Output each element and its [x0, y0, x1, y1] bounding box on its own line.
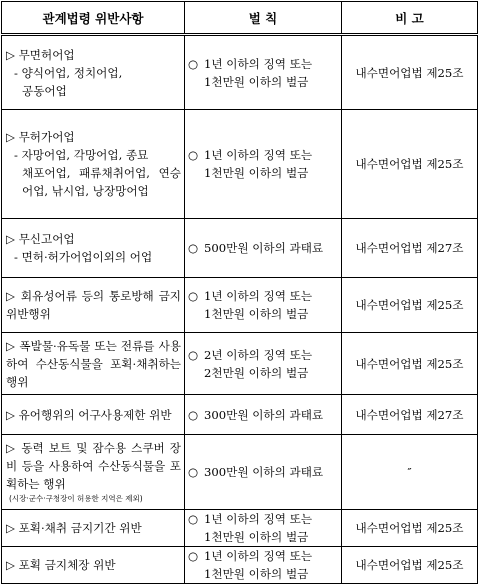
circle-icon: ○ — [188, 512, 199, 526]
violation-cell — [2, 510, 185, 547]
violation-title: ▷ 무허가어업 — [6, 130, 75, 144]
remark-cell: 내수면어업법 제25조 — [342, 333, 478, 395]
circle-icon: ○ — [188, 407, 199, 422]
circle-icon: ○ — [188, 148, 199, 162]
penalty-table — [1, 1, 478, 584]
penalty-cell — [185, 333, 342, 395]
violation-cell — [2, 333, 185, 395]
penalty-cell — [185, 435, 342, 510]
violation-cell — [2, 110, 185, 219]
penalty-cell — [185, 510, 342, 547]
violation-note: (시장·군수·구청장이 허용한 지역은 제외) — [9, 494, 143, 503]
header-penalty: 벌 칙 — [185, 2, 342, 35]
penalty-line2: 1천만원 이하의 벌금 — [204, 530, 309, 544]
penalty-cell — [185, 110, 342, 219]
remark-cell: 내수면어업법 제27조 — [342, 219, 478, 278]
remark-cell: 내수면어업법 제27조 — [342, 395, 478, 435]
penalty-line1: 500만원 이하의 과태료 — [204, 241, 324, 255]
header-violation: 관계법령 위반사항 — [2, 2, 185, 35]
header-row — [2, 2, 478, 35]
circle-icon: ○ — [188, 549, 199, 563]
violation-title: ▷ 회유성어류 등의 통로방해 금지 위반행위 — [6, 289, 181, 321]
penalty-line1: 1년 이하의 징역 또는 — [204, 56, 313, 71]
penalty-line2: 1천만원 이하의 벌금 — [204, 567, 309, 581]
remark-cell: 내수면어업법 제25조 — [342, 278, 478, 333]
table-row — [2, 110, 478, 219]
penalty-line2: 1천만원 이하의 벌금 — [204, 307, 309, 321]
circle-icon: ○ — [188, 241, 199, 255]
penalty-line2: 2천만원 이하의 벌금 — [204, 365, 309, 380]
penalty-line2: 1천만원 이하의 벌금 — [204, 166, 309, 180]
violation-title: ▷ 무면허어업 — [6, 47, 75, 62]
penalty-line1: 1년 이하의 징역 또는 — [204, 148, 313, 162]
violation-title: ▷ 폭발물·유독물 또는 전류를 사용하여 수산동식물을 포획·채취하는 행위 — [6, 338, 181, 389]
penalty-cell — [185, 35, 342, 110]
remark-cell: ″ — [342, 435, 478, 510]
penalty-line1: 1년 이하의 징역 또는 — [204, 549, 313, 563]
violation-cell — [2, 395, 185, 435]
penalty-cell — [185, 547, 342, 584]
violation-sub: - 양식어업, 정치어업, — [14, 65, 123, 80]
table-row — [2, 510, 478, 547]
penalty-cell — [185, 395, 342, 435]
circle-icon: ○ — [188, 56, 199, 71]
table-row — [2, 395, 478, 435]
circle-icon: ○ — [188, 347, 199, 362]
violation-sub: - 면허·허가어업이외의 어업 — [14, 250, 153, 264]
violation-title: ▷ 무신고어업 — [6, 232, 75, 246]
circle-icon: ○ — [188, 289, 199, 303]
penalty-cell — [185, 278, 342, 333]
violation-title: ▷ 포획 금지체장 위반 — [6, 558, 116, 572]
table-row — [2, 35, 478, 110]
penalty-line2: 1천만원 이하의 벌금 — [204, 74, 309, 89]
circle-icon: ○ — [188, 465, 199, 479]
penalty-line1: 1년 이하의 징역 또는 — [204, 512, 313, 526]
remark-cell: 내수면어업법 제25조 — [342, 35, 478, 110]
violation-cell — [2, 435, 185, 510]
header-remark: 비 고 — [342, 2, 478, 35]
penalty-line1: 1년 이하의 징역 또는 — [204, 289, 313, 303]
violation-cell — [2, 35, 185, 110]
remark-cell: 내수면어업법 제25조 — [342, 510, 478, 547]
violation-sub-cont: 채포어업, 패류채취어업, 연승어업, 낚시업, 낭장망어업 — [22, 166, 181, 198]
violation-cell — [2, 278, 185, 333]
penalty-cell — [185, 219, 342, 278]
table-row — [2, 278, 478, 333]
table-row — [2, 333, 478, 395]
penalty-line1: 300만원 이하의 과태료 — [204, 465, 324, 479]
remark-cell: 내수면어업법 제25조 — [342, 547, 478, 584]
penalty-line1: 300만원 이하의 과태료 — [204, 407, 324, 422]
violation-title: ▷ 유어행위의 어구사용제한 위반 — [6, 407, 172, 422]
violation-cell — [2, 219, 185, 278]
violation-title: ▷ 포획·채취 금지기간 위반 — [6, 521, 142, 535]
penalty-line1: 2년 이하의 징역 또는 — [204, 347, 313, 362]
violation-sub-cont: 공동어업 — [22, 83, 67, 98]
table-row — [2, 219, 478, 278]
violation-cell — [2, 547, 185, 584]
violation-sub: - 자망어업, 각망어업, 종묘 — [14, 148, 149, 162]
table-row — [2, 435, 478, 510]
table-row — [2, 547, 478, 584]
violation-title: ▷ 동력 보트 및 잠수용 스쿠버 장비 등을 사용하여 수산동식물을 포획하는 행위 — [6, 441, 181, 491]
remark-cell: 내수면어업법 제25조 — [342, 110, 478, 219]
